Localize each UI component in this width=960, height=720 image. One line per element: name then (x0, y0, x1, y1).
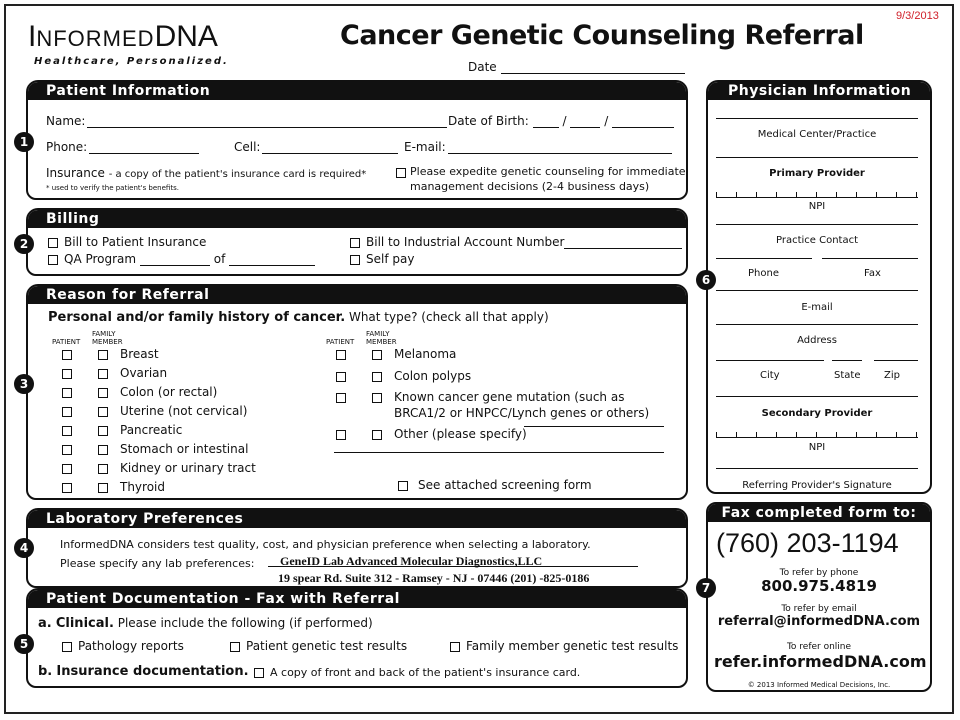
family-checkbox[interactable] (98, 407, 108, 417)
logo-tagline: Healthcare, Personalized. (34, 56, 229, 67)
section-header: Billing (28, 210, 686, 228)
step-number: 2 (14, 234, 34, 254)
primary-provider-label: Primary Provider (769, 168, 865, 179)
fax-line[interactable] (822, 258, 918, 259)
email-label: E-mail (801, 302, 833, 313)
insurance-doc-heading: b. Insurance documentation. (38, 664, 249, 679)
lab-name-entry[interactable]: GeneID Lab Advanced Molecular Diagnostics,LLC (280, 554, 543, 568)
fax-label: Fax (864, 268, 881, 279)
section-header: Patient Information (28, 82, 686, 100)
patient-checkbox[interactable] (336, 430, 346, 440)
city-label: City (760, 370, 780, 381)
phone-refer-label: To refer by phone (779, 568, 859, 578)
family-checkbox[interactable] (98, 483, 108, 493)
step-number: 5 (14, 634, 34, 654)
step-number: 3 (14, 374, 34, 394)
qa-program-option[interactable]: QA Program of (48, 252, 315, 266)
email-refer-address[interactable]: referral@informedDNA.com (717, 614, 921, 629)
email-refer-label: To refer by email (781, 604, 857, 614)
medical-center-line[interactable] (716, 118, 918, 119)
secondary-provider-label: Secondary Provider (761, 408, 873, 419)
email-field[interactable]: E-mail: (404, 140, 672, 154)
expedite-label-2: management decisions (2-4 business days) (410, 180, 650, 193)
phone-refer-number[interactable]: 800.975.4819 (761, 577, 877, 595)
npi-label-2: NPI (808, 442, 826, 453)
informeddna-logo (28, 22, 258, 67)
step-number: 6 (696, 270, 716, 290)
other-specify-line[interactable] (524, 426, 664, 427)
bill-industrial-option[interactable]: Bill to Industrial Account Number (350, 235, 682, 249)
cancer-type-label: Known cancer gene mutation (such as (394, 390, 625, 404)
signature-label: Referring Provider's Signature (742, 480, 892, 491)
step-number: 4 (14, 538, 34, 558)
phone-line[interactable] (716, 258, 812, 259)
clinical-heading: a. Clinical. Please include the following (if performed) (38, 616, 373, 631)
patient-checkbox[interactable] (336, 393, 346, 403)
city-line[interactable] (716, 360, 824, 361)
primary-provider-line[interactable] (716, 157, 918, 158)
zip-line[interactable] (874, 360, 918, 361)
patient-genetic-option[interactable]: Patient genetic test results (230, 639, 407, 653)
col-patient-label: PATIENT (52, 338, 81, 346)
other-extra-line[interactable] (334, 452, 664, 453)
cancer-type-label: Kidney or urinary tract (120, 461, 256, 475)
section-header: Physician Information (708, 82, 930, 100)
col-family-label: FAMILY (92, 330, 116, 338)
address-label: Address (797, 335, 837, 346)
dob-field[interactable]: Date of Birth: / / (448, 114, 674, 128)
patient-checkbox[interactable] (62, 407, 72, 417)
family-checkbox[interactable] (372, 393, 382, 403)
family-checkbox[interactable] (98, 445, 108, 455)
lab-prompt: Please specify any lab preferences: (60, 557, 255, 570)
practice-contact-line[interactable] (716, 224, 918, 225)
cancer-type-label: Colon polyps (394, 369, 472, 383)
col-family-label-right-2: MEMBER (366, 338, 397, 346)
lab-intro: InformedDNA considers test quality, cost, and physician preference when selecting a laboratory. (60, 538, 591, 551)
col-family-label-2: MEMBER (92, 338, 123, 346)
patient-checkbox[interactable] (62, 350, 72, 360)
mutation-label-2: BRCA1/2 or HNPCC/Lynch genes or others) (394, 406, 650, 420)
family-checkbox[interactable] (98, 464, 108, 474)
patient-checkbox[interactable] (336, 350, 346, 360)
phone-field[interactable]: Phone: (46, 140, 199, 154)
patient-checkbox[interactable] (62, 445, 72, 455)
reason-heading: Personal and/or family history of cancer. What type? (check all that apply) (48, 310, 549, 325)
expedite-checkbox[interactable] (396, 168, 406, 178)
cancer-type-label: Colon (or rectal) (120, 385, 218, 399)
self-pay-option[interactable]: Self pay (350, 252, 414, 266)
family-genetic-option[interactable]: Family member genetic test results (450, 639, 678, 653)
section-header: Laboratory Preferences (28, 510, 686, 528)
fax-number: (760) 203-1194 (716, 528, 899, 558)
logo-wordmark: INFORMEDDNA (28, 20, 218, 53)
zip-label: Zip (884, 370, 900, 381)
col-patient-label-right: PATIENT (326, 338, 355, 346)
cancer-type-label: Other (please specify) (394, 427, 527, 441)
insurance-card-option[interactable]: A copy of front and back of the patient's insurance card. (254, 666, 580, 679)
family-checkbox[interactable] (372, 430, 382, 440)
family-checkbox[interactable] (372, 372, 382, 382)
cancer-type-label: Pancreatic (120, 423, 183, 437)
online-refer-url[interactable]: refer.informedDNA.com (714, 652, 927, 671)
patient-checkbox[interactable] (62, 464, 72, 474)
family-checkbox[interactable] (372, 350, 382, 360)
cancer-type-label: Uterine (not cervical) (120, 404, 248, 418)
medical-center-label: Medical Center/Practice (757, 129, 877, 140)
email-line[interactable] (716, 290, 918, 291)
npi-label: NPI (808, 201, 826, 212)
patient-checkbox[interactable] (62, 369, 72, 379)
patient-checkbox[interactable] (62, 483, 72, 493)
online-refer-label: To refer online (786, 642, 852, 652)
patient-checkbox[interactable] (62, 388, 72, 398)
secondary-provider-line[interactable] (716, 396, 918, 397)
npi-boxes-2[interactable] (716, 432, 918, 438)
cancer-type-label: Melanoma (394, 347, 457, 361)
form-title: Cancer Genetic Counseling Referral (340, 20, 864, 51)
patient-checkbox[interactable] (62, 426, 72, 436)
signature-line[interactable] (716, 468, 918, 469)
screening-form-label: See attached screening form (418, 478, 592, 492)
address-line[interactable] (716, 324, 918, 325)
insurance-label: Insurance - a copy of the patient's insurance card is required* (46, 166, 367, 180)
section-header: Reason for Referral (28, 286, 686, 304)
patient-checkbox[interactable] (336, 372, 346, 382)
lab-address-entry[interactable]: 19 spear Rd. Suite 312 - Ramsey - NJ - 07446 (201) -825-0186 (278, 571, 590, 585)
fax-header: Fax completed form to: (708, 504, 930, 522)
state-line[interactable] (832, 360, 862, 361)
family-checkbox[interactable] (98, 388, 108, 398)
phone-label: Phone (748, 268, 779, 279)
col-family-label-right: FAMILY (366, 330, 390, 338)
name-field[interactable]: Name: (46, 114, 447, 128)
state-label: State (834, 370, 861, 381)
date-field[interactable]: Date (468, 60, 685, 74)
date-stamp: 9/3/2013 (896, 10, 939, 22)
npi-boxes[interactable] (716, 192, 918, 198)
cancer-type-label: Stomach or intestinal (120, 442, 249, 456)
pathology-option[interactable]: Pathology reports (62, 639, 184, 653)
cell-field[interactable]: Cell: (234, 140, 398, 154)
family-checkbox[interactable] (98, 369, 108, 379)
expedite-label-1: Please expedite genetic counseling for immediate (410, 165, 686, 178)
step-number: 7 (696, 578, 716, 598)
copyright: © 2013 Informed Medical Decisions, Inc. (747, 681, 891, 689)
cancer-type-label: Thyroid (120, 480, 165, 494)
cancer-type-label: Breast (120, 347, 159, 361)
screening-form-checkbox[interactable] (398, 481, 408, 491)
family-checkbox[interactable] (98, 350, 108, 360)
family-checkbox[interactable] (98, 426, 108, 436)
step-number: 1 (14, 132, 34, 152)
cancer-type-label: Ovarian (120, 366, 168, 380)
section-header: Patient Documentation - Fax with Referral (28, 590, 686, 608)
practice-contact-label: Practice Contact (775, 235, 859, 246)
insurance-footnote: * used to verify the patient's benefits. (46, 184, 179, 192)
bill-patient-option[interactable]: Bill to Patient Insurance (48, 235, 206, 249)
